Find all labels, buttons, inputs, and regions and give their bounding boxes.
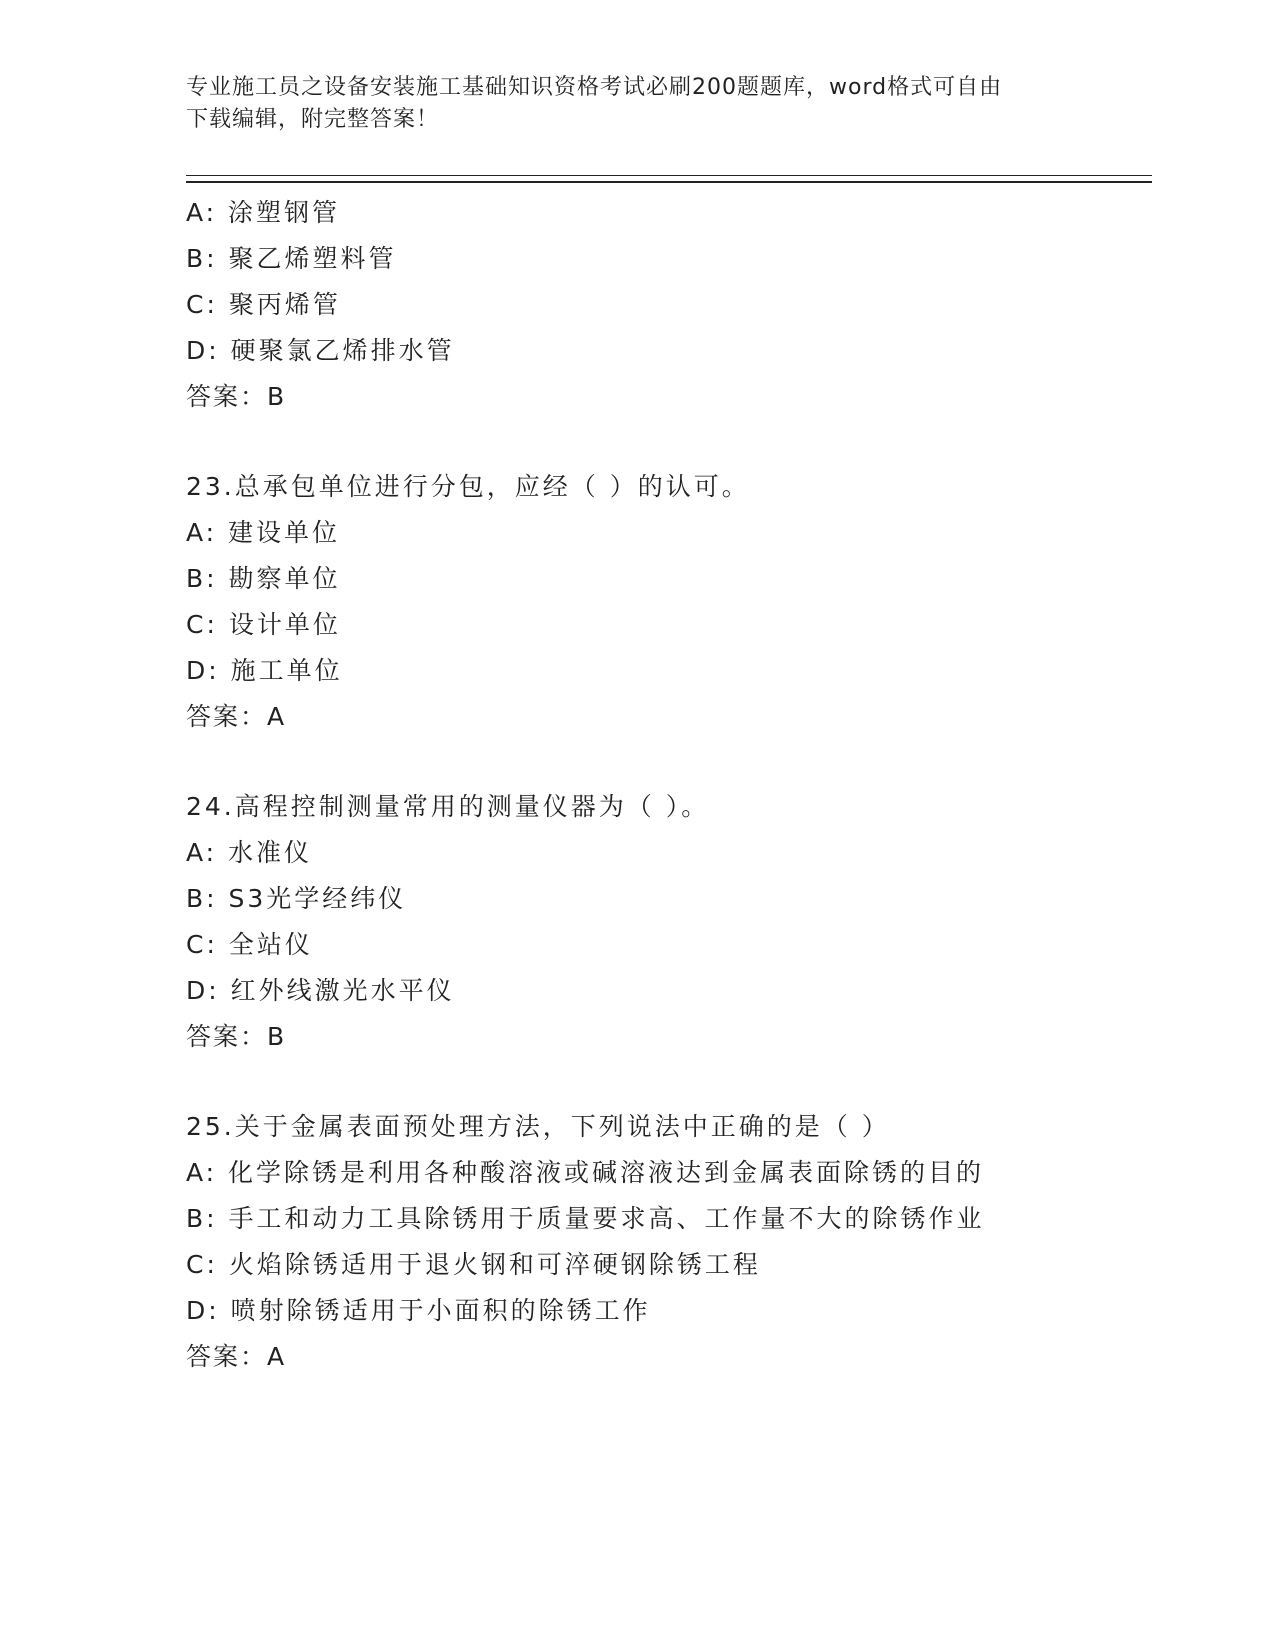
spacer	[186, 1060, 1152, 1104]
question-23-answer: 答案：A	[186, 702, 287, 731]
spacer	[186, 420, 1152, 464]
question-24-option-c: C: 全站仪	[186, 930, 313, 959]
header-title-line-1: 专业施工员之设备安装施工基础知识资格考试必刷200题题库，word格式可自由	[186, 75, 1003, 100]
question-23-option-c: C: 设计单位	[186, 610, 341, 639]
question-22-option-b: B: 聚乙烯塑料管	[186, 244, 397, 273]
question-22-option-a: A: 涂塑钢管	[186, 198, 341, 227]
question-23-option-b: B: 勘察单位	[186, 564, 341, 593]
question-22-answer: 答案：B	[186, 382, 287, 411]
question-25-option-d: D: 喷射除锈适用于小面积的除锈工作	[186, 1296, 651, 1325]
question-25-option-a: A: 化学除锈是利用各种酸溶液或碱溶液达到金属表面除锈的目的	[186, 1158, 985, 1187]
question-25-option-b: B: 手工和动力工具除锈用于质量要求高、工作量不大的除锈作业	[186, 1204, 985, 1233]
header-title-line-2: 下载编辑，附完整答案！	[186, 107, 440, 132]
question-24-answer: 答案：B	[186, 1022, 287, 1051]
question-23-option-d: D: 施工单位	[186, 656, 343, 685]
question-22-option-c: C: 聚丙烯管	[186, 290, 341, 319]
question-25-answer: 答案：A	[186, 1342, 287, 1371]
question-24	[186, 784, 1152, 1060]
question-24-option-a: A: 水准仪	[186, 838, 313, 867]
page-header	[186, 72, 1086, 136]
question-23-text: 23.总承包单位进行分包，应经（ ）的认可。	[186, 472, 750, 501]
question-list	[186, 190, 1152, 1380]
question-23	[186, 464, 1152, 740]
spacer	[186, 740, 1152, 784]
question-24-option-b: B: S3光学经纬仪	[186, 884, 407, 913]
question-22	[186, 190, 1152, 420]
question-22-option-d: D: 硬聚氯乙烯排水管	[186, 336, 455, 365]
question-25-option-c: C: 火焰除锈适用于退火钢和可淬硬钢除锈工程	[186, 1250, 761, 1279]
question-24-text: 24.高程控制测量常用的测量仪器为（ ）。	[186, 792, 710, 821]
question-23-option-a: A: 建设单位	[186, 518, 341, 547]
question-25	[186, 1104, 1152, 1380]
question-24-option-d: D: 红外线激光水平仪	[186, 976, 455, 1005]
question-25-text: 25.关于金属表面预处理方法，下列说法中正确的是（ ）	[186, 1112, 890, 1141]
header-divider	[186, 175, 1152, 183]
